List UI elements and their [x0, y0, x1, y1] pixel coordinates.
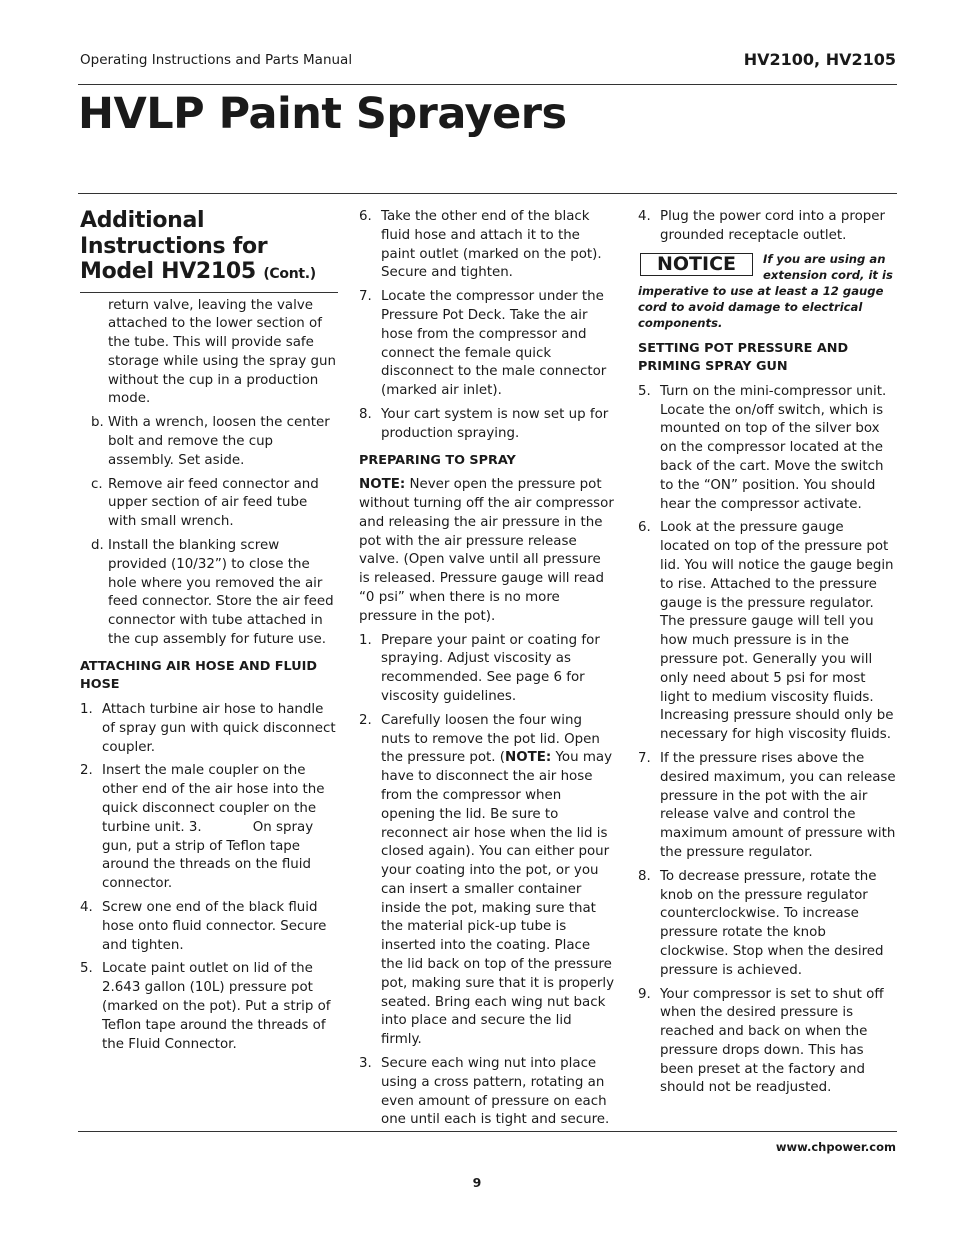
list-item-number: 4. [638, 209, 651, 224]
list-item [359, 712, 615, 1050]
inline-note-label: NOTE: [505, 750, 552, 766]
list-item-text: Look at the pressure gauge located on top of the pressure pot lid. You will notice the gauge begin to rise. Attached to the pressure gauge is the pressure regulator. The pressure gauge will tell you how much pressure is in the pressure pot. Generally you will only need about 5 psi for most light to medium viscosity fluids. Increasing pressure should only be necessary for high viscosity fluids. [660, 520, 894, 743]
list-item-text: Locate the compressor under the Pressure Pot Deck. Take the air hose from the compressor and connect the female quick disconnect to the male connector (marked air inlet). [381, 289, 607, 399]
list-item-number: 2. [359, 712, 372, 728]
sub-item-text: Remove air feed connector and upper section of air feed tube with small wrench. [108, 476, 319, 530]
list-item-number: 7. [359, 289, 372, 305]
column-2 [359, 208, 615, 1135]
section-title-cont: (Cont.) [263, 266, 316, 282]
sub-item [80, 476, 338, 532]
list-item-text: Insert the male coupler on the other end of the air hose into the quick disconnect coupler on the turbine unit. 3. On spray gun, put a strip of Teflon tape around the threads on the fluid connector. [102, 763, 325, 892]
list-item-text: If the pressure rises above the desired maximum, you can release pressure in the pot with the air release valve and control the maximum amount of pressure with the pressure regulator. [660, 750, 896, 860]
list-item [638, 868, 896, 981]
list-item [359, 1055, 615, 1130]
note-text: Never open the pressure pot without turning off the air compressor and releasing the air pressure in the pot with the air pressure release valve. (Open valve until all pressure is released. Pressure gauge will read “0 psi” when there is no more pressure in the pot). [359, 477, 614, 624]
list-item [359, 208, 615, 283]
list-item [638, 208, 896, 246]
sub-item-label: d. [91, 538, 104, 554]
list-item-text: Attach turbine air hose to handle of spray gun with quick disconnect coupler. [102, 702, 336, 755]
list-item [638, 519, 896, 745]
note-paragraph [359, 476, 615, 626]
page-number: 9 [472, 1175, 482, 1190]
list-item-number: 6. [359, 209, 372, 224]
list-item-text: Take the other end of the black fluid hose and attach it to the paint outlet (marked on the pot). Secure and tighten. [381, 209, 602, 281]
notice-block [638, 251, 896, 332]
list-item [359, 632, 615, 707]
list-item [80, 701, 338, 757]
list-item-number: 5. [80, 961, 93, 977]
sub-item-text: Install the blanking screw provided (10/32”) to close the hole where you removed the air feed connector. Store the air feed connector with tube attached in the cup assembly for future use. [108, 538, 334, 648]
sub-item-label: b. [91, 415, 104, 431]
list-item-number: 1. [80, 702, 93, 718]
list-item-text: Your compressor is set to shut off when the desired pressure is reached and back on when the pressure drops down. This has been preset at the factory and should not be readjusted. [660, 986, 884, 1096]
list-item [80, 899, 338, 955]
page-title: HVLP Paint Sprayers [78, 89, 567, 139]
list-item-text: Locate paint outlet on lid of the 2.643 gallon (10L) pressure pot (marked on the pot). Put a strip of Teflon tape around the threads of the Fluid Connector. [102, 961, 331, 1052]
list-item [80, 762, 338, 894]
footer-website-link[interactable]: www.chpower.com [775, 1140, 896, 1154]
notice-badge: NOTICE [640, 253, 753, 276]
column-1 [80, 208, 338, 1059]
list-item [359, 406, 615, 444]
section-title [80, 208, 338, 293]
sub-item-label: c. [91, 476, 103, 492]
header-manual-type: Operating Instructions and Parts Manual [80, 52, 353, 68]
header-model-numbers: HV2100, HV2105 [743, 50, 896, 69]
list-item-number: 6. [638, 520, 651, 536]
list-item-number: 7. [638, 750, 651, 766]
list-item-text [381, 712, 615, 1050]
list-item-text-part: Carefully loosen the four wing nuts to remove the pot lid. Open the pressure pot. ( [381, 712, 600, 766]
heading-preparing-to-spray: PREPARING TO SPRAY [359, 452, 516, 468]
list-item-text: To decrease pressure, rotate the knob on the pressure regulator counterclockwise. To increase pressure rotate the knob clockwise. Stop when the desired pressure is achieved. [660, 868, 884, 978]
list-item-text: Turn on the mini-compressor unit. Locate the on/off switch, which is mounted on top of the silver box on the compressor located at the back of the cart. Move the switch to the “ON” position. You should hear the compressor activate. [660, 383, 887, 512]
list-item-text: Secure each wing nut into place using a cross pattern, rotating an even amount of pressure on each one until each is tight and secure. [381, 1056, 610, 1128]
list-item [638, 750, 896, 863]
heading-attaching-hoses: ATTACHING AIR HOSE AND FLUID HOSE [80, 658, 317, 693]
list-item-text: Screw one end of the black fluid hose onto fluid connector. Secure and tighten. [102, 900, 327, 953]
list-item-number: 8. [638, 868, 651, 884]
section-title-text: Additional Instructions for Model HV2105 [80, 208, 268, 284]
list-item-number: 4. [80, 900, 93, 915]
list-item-text: Your cart system is now set up for production spraying. [381, 406, 609, 441]
list-item-number: 2. [80, 763, 93, 779]
list-item [638, 986, 896, 1099]
list-item-number: 1. [359, 632, 372, 648]
note-label: NOTE: [359, 477, 406, 493]
list-item-number: 5. [638, 383, 651, 399]
list-item-number: 3. [359, 1056, 372, 1072]
title-divider [78, 193, 897, 194]
list-item-text-part: You may have to disconnect the air hose from the compressor when opening the lid. Be sure to reconnect air hose when the lid is closed again). You can either pour your coating into the pot, or you can insert a smaller container inside the pot, making sure that the material pick-up tube is inserted into the coating. Place the lid back on top of the pressure pot, making sure that it is properly seated. Bring each wing nut back into place and secure the lid firmly. [381, 750, 615, 1048]
notice-text: If you are using an extension cord, it is imperative to use at least a 12 gauge cord to avoid damage to electrical components. [638, 251, 893, 331]
list-item-number: 9. [638, 986, 651, 1002]
footer-divider [78, 1131, 897, 1132]
list-item-text: Plug the power cord into a proper grounded receptacle outlet. [660, 209, 886, 243]
list-item [359, 288, 615, 401]
sub-item [80, 537, 338, 650]
list-item [638, 383, 896, 515]
list-item-text: Prepare your paint or coating for spraying. Adjust viscosity as recommended. See page 6 for viscosity guidelines. [381, 632, 600, 704]
list-item-number: 8. [359, 406, 372, 422]
sub-item [80, 414, 338, 470]
column-3 [638, 208, 896, 1103]
list-item [80, 960, 338, 1054]
heading-setting-pot-pressure: SETTING POT PRESSURE AND PRIMING SPRAY GUN [638, 340, 849, 375]
sub-item-text: With a wrench, loosen the center bolt and remove the cup assembly. Set aside. [108, 415, 330, 468]
continuation-text: return valve, leaving the valve attached to the lower section of the tube. This will provide safe storage while using the spray gun without the cup in a production mode. [108, 297, 337, 407]
